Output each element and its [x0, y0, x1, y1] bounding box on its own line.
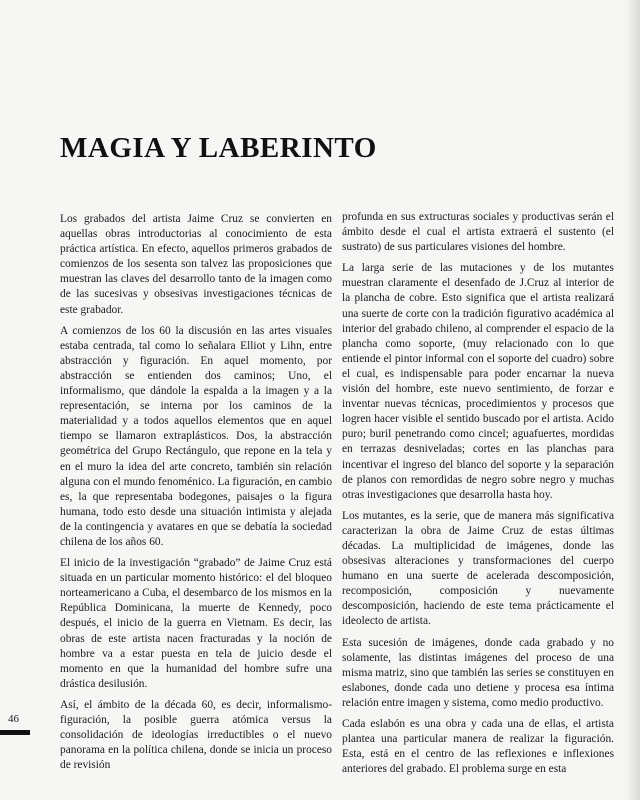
chapter-title: MAGIA Y LABERINTO: [60, 132, 377, 164]
paragraph: La larga serie de las mutaciones y de los mutantes muestran claramente el desenfado de J.Cruz al interior de la plancha de cobre. Esto significa que el artista realizará una suerte de corte con la tradición figurativo académica al interior del grabado chileno, al comprender el espacio de la plancha como soporte, (muy relacionado con lo que entiende el pintor informal con el soporte del cuadro) sobre el cual, es indispensable para poder encarnar la nueva visión del hombre, este nuevo sentimiento, de forzar e inventar nuevas técnicas, procedimientos y procesos que logren hacer visible el sentido buscado por el artista. Acido puro; buril penetrando como cincel; aguafuertes, mordidas en terrazas desniveladas; cortes en las planchas para incentivar el ingreso del blanco del soporte y la separación de planos con remordidas de negro sobre negro y muchas otras investigaciones que desarrolla hasta hoy.: [342, 262, 614, 501]
paragraph: Esta sucesión de imágenes, donde cada grabado y no solamente, las distintas imágenes del proceso de una misma matriz, sino que también las series se constituyen en eslabones, donde cada uno detiene y procesa esa íntima relación entre imagen y sistema, como medio productivo.: [342, 636, 614, 709]
left-text-column: [60, 212, 332, 779]
paragraph: El inicio de la investigación “grabado” de Jaime Cruz está situada en un particular momento histórico: el del bloqueo norteamericano a Cuba, el desembarco de los mismos en la República Dominicana, la muerte de Kennedy, poco después, el inicio de la guerra en Vietnam. Es decir, las obras de este artista nacen fracturadas y la noción de hombre va a estar puesta en tela de juicio desde el momento en que la humanidad del hombre sufre una drástica desilusión.: [60, 557, 332, 690]
paragraph: Los mutantes, es la serie, que de manera más significativa caracterizan la obra de Jaime Cruz de estas últimas décadas. La multiplicidad de imágenes, donde las obsesivas alteraciones y transformaciones del cuerpo humano en una suerte de acelerada descomposición, recomposición, composición y nuevamente descomposición, haciendo de este tema prácticamente el ideolecto de artista.: [342, 509, 614, 628]
paragraph: Los grabados del artista Jaime Cruz se convierten en aquellas obras introductorias al conocimiento de esta práctica artística. En efecto, aquellos primeros grabados de comienzos de los sesenta son talvez las proposiciones que muestran las claves del desarrollo tanto de la imagen como de las sucesivas y obsesivas investigaciones técnicas de este grabador.: [60, 213, 332, 316]
paragraph: profunda en sus extructuras sociales y productivas serán el ámbito desde el cual el artista extraerá el sustento (el sustrato) de sus particulares visiones del hombre.: [342, 211, 614, 254]
page-marker-bar: [0, 730, 30, 735]
paragraph: Así, el ámbito de la década 60, es decir, informalismo-figuración, la posible guerra atómica versus la consolidación de ideologías irreductibles o el nuevo panorama en la política chilena, donde se inicia un proceso de revisión: [60, 698, 332, 772]
paragraph: A comienzos de los 60 la discusión en las artes visuales estaba centrada, tal como lo señalara Elliot y Lihn, entre abstracción y figuración. En aquel momento, por abstracción se entienden dos caminos; Uno, el informalismo, que dándole la espalda a la imagen y a la representación, se interna por los caminos de la materialidad y a todos aquellos elementos que en aquel tiempo se llamaron extraplásticos. Dos, la abstracción geométrica del Grupo Rectángulo, que repone en la tela y en el muro la idea del arte concreto, también sin relación alguna con el mundo fenoménico. La figuración, en cambio es, la que representaba bodegones, paisajes o la figura humana, todo esto desde una situación intimista y alejada de la contingencia y avatares en que se debatía la sociedad chilena de los años 60.: [60, 324, 333, 548]
right-text-column: [342, 210, 614, 783]
page-edge-shadow: [626, 0, 640, 800]
page-number: 46: [8, 713, 19, 725]
paragraph: Cada eslabón es una obra y cada una de ellas, el artista plantea una particular manera de realizar la figuración. Esta, está en el centro de las reflexiones e inflexiones anteriores del grabado. El problema surge en esta: [342, 718, 614, 776]
